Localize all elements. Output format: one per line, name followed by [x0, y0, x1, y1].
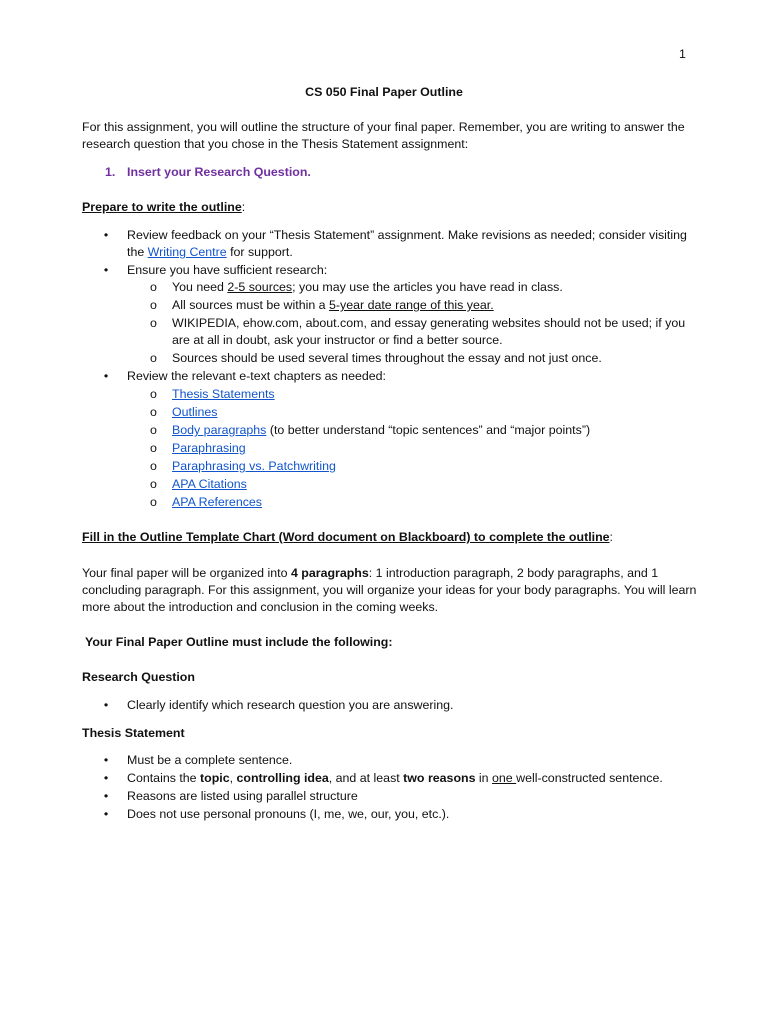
outlines-link[interactable]: Outlines	[172, 405, 218, 419]
feedback-text-end: for support.	[226, 245, 293, 259]
bullet-icon: •	[103, 753, 109, 767]
sub-bullet-icon: o	[150, 495, 157, 509]
thesis-item-parallel: Reasons are listed using parallel structure	[127, 789, 358, 803]
writing-centre-link[interactable]: Writing Centre	[147, 245, 227, 259]
sub-bullet-icon: o	[150, 477, 157, 491]
sub-bullet-icon: o	[150, 459, 157, 473]
fill-colon: :	[609, 530, 613, 544]
sub-bullet-icon: o	[150, 423, 157, 437]
apa-citations-link[interactable]: APA Citations	[172, 477, 247, 491]
sub-bullet-icon: o	[150, 405, 157, 419]
topic-bold: topic	[200, 771, 230, 785]
bullet-icon: •	[103, 263, 109, 277]
page-title: CS 050 Final Paper Outline	[305, 85, 463, 99]
bullet-icon: •	[103, 789, 109, 803]
page-number: 1	[679, 47, 686, 61]
sub-bullet-icon: o	[150, 298, 157, 312]
thesis-statements-link[interactable]: Thesis Statements	[172, 387, 275, 401]
thesis-item-pronouns: Does not use personal pronouns (I, me, we, our, you, etc.).	[127, 807, 450, 821]
thesis-item-contains	[127, 770, 702, 787]
one-underlined: one	[492, 771, 517, 785]
organization-text-end: : 1 introduction paragraph, 2 body paragraphs, and 1 concluding paragraph. For this assignment, you will organize your ideas for your body paragraphs. You will learn more about the introduction and conclusion in the coming weeks.	[82, 566, 697, 614]
research-question-heading: Research Question	[82, 670, 195, 684]
bullet-icon: •	[103, 228, 109, 242]
apa-references-link[interactable]: APA References	[172, 495, 262, 509]
contains-text: in	[475, 771, 493, 785]
controlling-idea-bold: controlling idea	[236, 771, 329, 785]
etext-item	[172, 458, 702, 475]
fill-heading-line	[82, 529, 613, 546]
sources-count-item	[172, 279, 702, 296]
feedback-text: Review feedback on your “Thesis Statement” assignment. Make revisions as needed; consider visiting the	[127, 228, 687, 259]
sub-bullet-icon: o	[150, 441, 157, 455]
sources-count-underlined: 2-5 sources	[227, 280, 293, 294]
sub-bullet-icon: o	[150, 280, 157, 294]
sub-bullet-icon: o	[150, 387, 157, 401]
research-question-placeholder: Insert your Research Question.	[127, 165, 311, 179]
date-range-underlined: 5-year date range of this year.	[329, 298, 494, 312]
thesis-statement-heading: Thesis Statement	[82, 726, 185, 740]
etext-item	[172, 386, 702, 403]
fill-heading: Fill in the Outline Template Chart (Word document on Blackboard) to complete the outline	[82, 530, 610, 544]
sub-bullet-icon: o	[150, 351, 157, 365]
research-question-item: Clearly identify which research question you are answering.	[127, 698, 454, 712]
contains-text: Contains the	[127, 771, 201, 785]
must-include-heading: Your Final Paper Outline must include the following:	[85, 635, 393, 649]
body-paragraphs-link[interactable]: Body paragraphs	[172, 423, 267, 437]
feedback-item	[127, 227, 702, 261]
wikipedia-item: WIKIPEDIA, ehow.com, about.com, and essay generating websites should not be used; if you are at all in doubt, ask your instructor or find a better source.	[172, 316, 686, 347]
bullet-icon: •	[103, 807, 109, 821]
bullet-icon: •	[103, 698, 109, 712]
etext-intro: Review the relevant e-text chapters as needed:	[127, 369, 386, 383]
bullet-icon: •	[103, 771, 109, 785]
intro-paragraph: For this assignment, you will outline the structure of your final paper. Remember, you are writing to answer the research question that you chose in the Thesis Statement assignment:	[82, 120, 685, 151]
etext-item	[172, 476, 702, 493]
date-range-item	[172, 297, 702, 314]
sources-count-text: You need	[172, 280, 228, 294]
sub-bullet-icon: o	[150, 316, 157, 330]
contains-text-end: well-constructed sentence.	[516, 771, 663, 785]
two-reasons-bold: two reasons	[403, 771, 476, 785]
sources-usage-item: Sources should be used several times throughout the essay and not just once.	[172, 351, 602, 365]
prepare-heading: Prepare to write the outline	[82, 200, 242, 214]
etext-item	[172, 440, 702, 457]
body-paragraphs-note: (to better understand “topic sentences” and “major points”)	[266, 423, 591, 437]
thesis-item-complete: Must be a complete sentence.	[127, 753, 293, 767]
contains-text: , and at least	[328, 771, 404, 785]
four-paragraphs: 4 paragraphs	[290, 566, 369, 580]
organization-text: Your final paper will be organized into	[82, 566, 291, 580]
numbered-item-number: 1.	[105, 165, 116, 179]
bullet-icon: •	[103, 369, 109, 383]
contains-text: ,	[229, 771, 237, 785]
prepare-colon: :	[241, 200, 246, 214]
etext-item	[172, 404, 702, 421]
sources-count-text-end: ; you may use the articles you have read in class.	[292, 280, 563, 294]
etext-item	[172, 422, 702, 439]
date-range-text: All sources must be within a	[172, 298, 330, 312]
research-intro: Ensure you have sufficient research:	[127, 263, 328, 277]
paraphrasing-link[interactable]: Paraphrasing	[172, 441, 246, 455]
organization-paragraph	[82, 565, 702, 616]
patchwriting-link[interactable]: Paraphrasing vs. Patchwriting	[172, 459, 336, 473]
etext-item	[172, 494, 702, 511]
prepare-heading-line	[82, 199, 245, 216]
